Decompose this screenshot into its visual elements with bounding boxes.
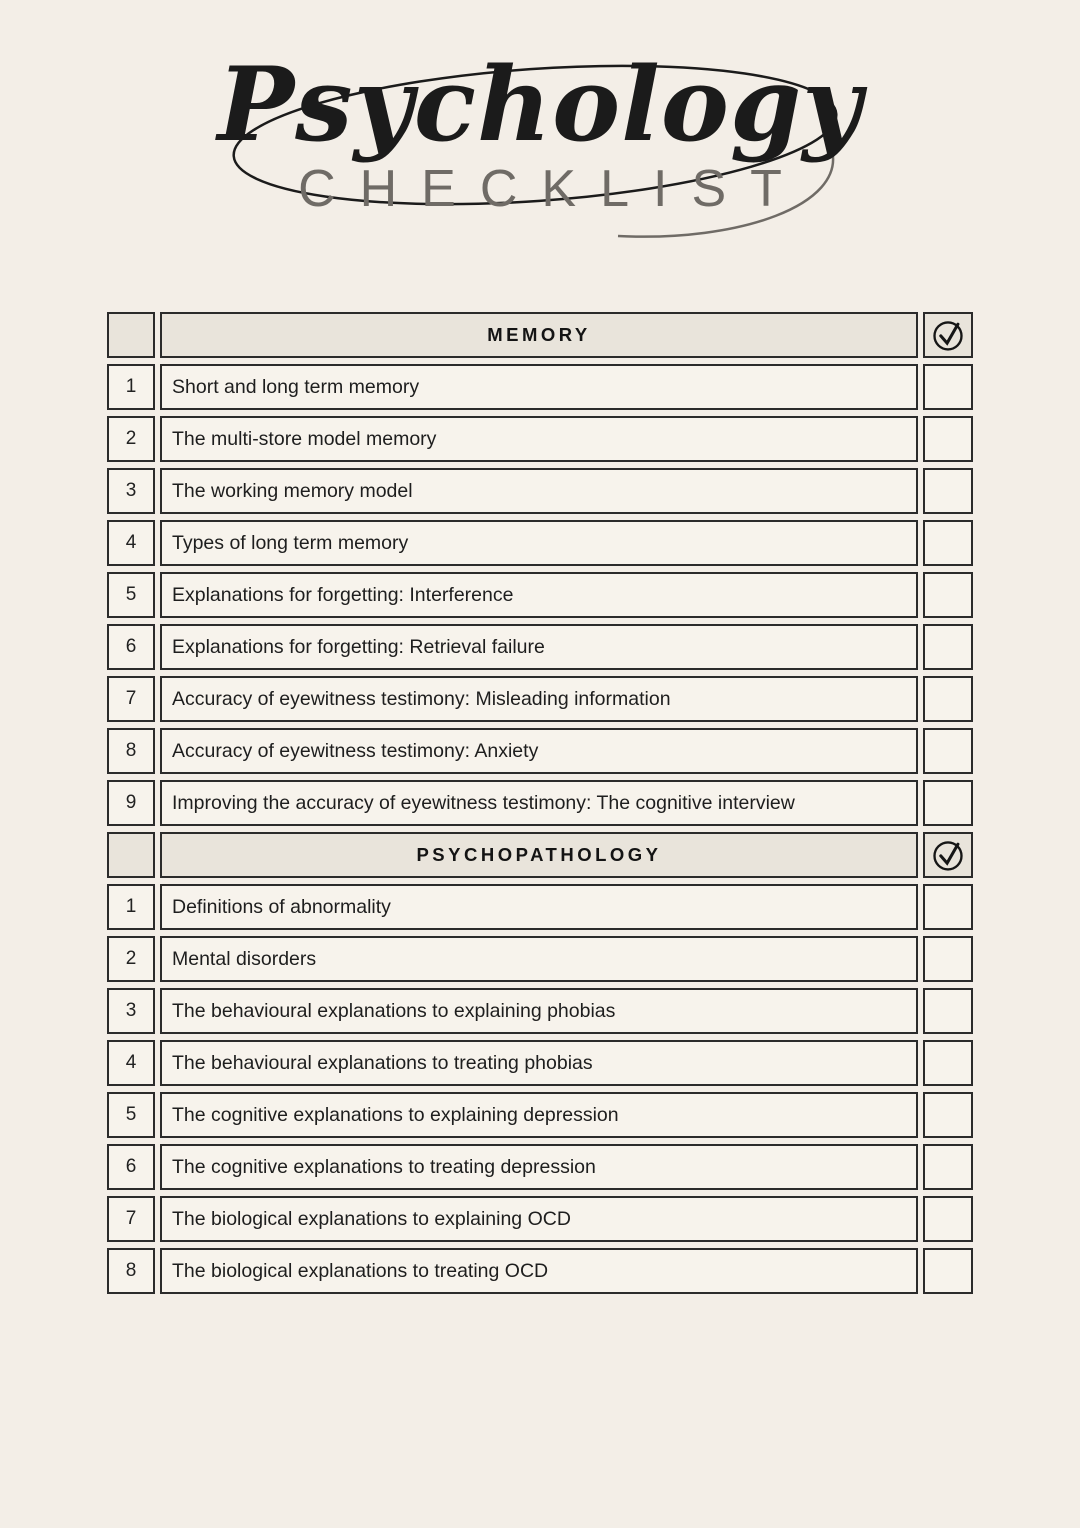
item-label: The behavioural explanations to explaining phobias <box>160 988 918 1034</box>
item-number: 7 <box>107 1196 155 1242</box>
checklist-row <box>107 1248 973 1294</box>
checklist-row <box>107 416 973 462</box>
header-empty-cell <box>107 832 155 878</box>
header-check-cell <box>923 312 973 358</box>
item-label: Accuracy of eyewitness testimony: Anxiety <box>160 728 918 774</box>
item-label: The multi-store model memory <box>160 416 918 462</box>
item-checkbox[interactable] <box>923 780 973 826</box>
checklist-row <box>107 728 973 774</box>
item-number: 7 <box>107 676 155 722</box>
item-checkbox[interactable] <box>923 416 973 462</box>
section-title-psychopathology: PSYCHOPATHOLOGY <box>160 832 918 878</box>
item-number: 8 <box>107 728 155 774</box>
item-label: Explanations for forgetting: Interference <box>160 572 918 618</box>
item-label: Types of long term memory <box>160 520 918 566</box>
item-checkbox[interactable] <box>923 1040 973 1086</box>
item-number: 4 <box>107 520 155 566</box>
item-label: The behavioural explanations to treating phobias <box>160 1040 918 1086</box>
item-label: The cognitive explanations to treating depression <box>160 1144 918 1190</box>
checklist-row <box>107 364 973 410</box>
item-label: Short and long term memory <box>160 364 918 410</box>
checklist-table <box>107 312 973 1294</box>
checklist-row <box>107 468 973 514</box>
item-checkbox[interactable] <box>923 676 973 722</box>
section-header-row-memory <box>107 312 973 358</box>
checklist-row <box>107 1040 973 1086</box>
page-header <box>0 0 1080 272</box>
checklist-row <box>107 676 973 722</box>
item-number: 1 <box>107 884 155 930</box>
item-checkbox[interactable] <box>923 572 973 618</box>
page-subtitle: CHECKLIST <box>298 160 806 219</box>
section-header-row-psychopathology <box>107 832 973 878</box>
item-number: 2 <box>107 416 155 462</box>
item-checkbox[interactable] <box>923 1248 973 1294</box>
circled-checkmark-icon <box>930 837 966 873</box>
item-label: The working memory model <box>160 468 918 514</box>
section-title-memory: MEMORY <box>160 312 918 358</box>
item-number: 1 <box>107 364 155 410</box>
page-title: Psychology <box>217 45 863 165</box>
item-number: 4 <box>107 1040 155 1086</box>
item-number: 3 <box>107 988 155 1034</box>
item-label: The biological explanations to explaining OCD <box>160 1196 918 1242</box>
item-label: Mental disorders <box>160 936 918 982</box>
item-checkbox[interactable] <box>923 988 973 1034</box>
item-number: 5 <box>107 1092 155 1138</box>
checklist-row <box>107 936 973 982</box>
item-checkbox[interactable] <box>923 1092 973 1138</box>
checklist-row <box>107 1092 973 1138</box>
checklist-row <box>107 624 973 670</box>
checklist-row <box>107 1144 973 1190</box>
item-checkbox[interactable] <box>923 1196 973 1242</box>
item-number: 6 <box>107 624 155 670</box>
item-number: 2 <box>107 936 155 982</box>
item-number: 5 <box>107 572 155 618</box>
item-label: Accuracy of eyewitness testimony: Misleading information <box>160 676 918 722</box>
item-number: 8 <box>107 1248 155 1294</box>
item-checkbox[interactable] <box>923 884 973 930</box>
item-checkbox[interactable] <box>923 728 973 774</box>
item-number: 3 <box>107 468 155 514</box>
item-checkbox[interactable] <box>923 624 973 670</box>
item-number: 6 <box>107 1144 155 1190</box>
checklist-row <box>107 1196 973 1242</box>
item-checkbox[interactable] <box>923 936 973 982</box>
item-number: 9 <box>107 780 155 826</box>
checklist-row <box>107 572 973 618</box>
item-checkbox[interactable] <box>923 468 973 514</box>
circled-checkmark-icon <box>930 317 966 353</box>
item-checkbox[interactable] <box>923 364 973 410</box>
checklist-row <box>107 780 973 826</box>
checklist-row <box>107 520 973 566</box>
item-checkbox[interactable] <box>923 520 973 566</box>
item-label: Improving the accuracy of eyewitness testimony: The cognitive interview <box>160 780 918 826</box>
checklist-row <box>107 884 973 930</box>
item-label: The cognitive explanations to explaining depression <box>160 1092 918 1138</box>
item-label: Definitions of abnormality <box>160 884 918 930</box>
item-label: Explanations for forgetting: Retrieval failure <box>160 624 918 670</box>
header-empty-cell <box>107 312 155 358</box>
item-checkbox[interactable] <box>923 1144 973 1190</box>
header-check-cell <box>923 832 973 878</box>
checklist-row <box>107 988 973 1034</box>
item-label: The biological explanations to treating OCD <box>160 1248 918 1294</box>
